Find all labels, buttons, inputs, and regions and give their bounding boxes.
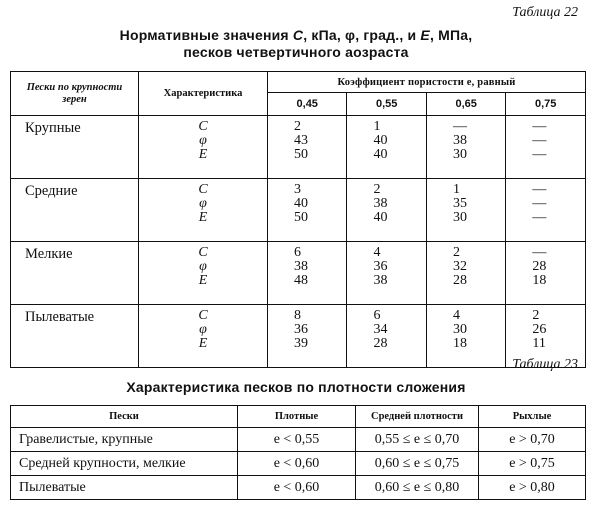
value-cell	[268, 116, 347, 179]
table-22-title-line2: песков четвертичного аозраста	[183, 44, 409, 60]
density-range-cell: е > 0,70	[479, 428, 586, 452]
value-line: —	[532, 245, 547, 260]
characteristic-symbol: C	[198, 119, 208, 134]
table-23-header-loose: Рыхлые	[479, 406, 586, 428]
characteristic-cell	[139, 116, 268, 179]
table-22-title-mid: , кПа, φ, град., и	[303, 27, 421, 43]
table-22-col-header: 0,45	[268, 93, 347, 116]
value-line: 40	[294, 196, 308, 211]
value-line: 18	[532, 273, 547, 288]
value-line: —	[452, 119, 467, 134]
table-22-title-c: C	[292, 27, 304, 43]
value-cell	[426, 116, 505, 179]
value-line: 28	[373, 336, 388, 351]
table-22-title-prefix: Нормативные значения	[119, 27, 293, 43]
value-cell	[426, 179, 505, 242]
value-cell	[506, 116, 586, 179]
characteristic-cell	[139, 305, 268, 368]
table-22-header-characteristic: Характеристика	[139, 72, 268, 116]
value-line: 28	[532, 259, 547, 274]
table-22-header-ratio: Коэффициент пористости е, равный	[268, 72, 586, 93]
table-row	[11, 476, 586, 500]
sand-type-cell: Крупные	[11, 116, 139, 179]
value-cell	[506, 242, 586, 305]
value-line: 6	[373, 308, 381, 323]
value-line: 1	[373, 119, 381, 134]
table-23	[10, 405, 586, 500]
table-22-col-header: 0,55	[347, 93, 426, 116]
value-line: 2	[532, 308, 540, 323]
table-row	[11, 428, 586, 452]
value-line: —	[532, 196, 547, 211]
value-line: 35	[452, 196, 467, 211]
table-row	[11, 305, 586, 368]
value-line: 39	[294, 336, 308, 351]
value-cell	[347, 242, 426, 305]
value-line: 38	[373, 273, 388, 288]
value-line: 40	[373, 210, 388, 225]
value-line: 50	[294, 210, 308, 225]
value-line: 36	[294, 322, 308, 337]
value-line: —	[532, 133, 547, 148]
table-22-title	[0, 27, 592, 61]
value-line: 28	[452, 273, 467, 288]
characteristic-symbol: C	[198, 182, 208, 197]
table-22-col-header: 0,65	[426, 93, 505, 116]
value-cell	[347, 179, 426, 242]
characteristic-symbol: C	[198, 308, 208, 323]
characteristic-cell	[139, 179, 268, 242]
value-line: 8	[294, 308, 301, 323]
value-line: 26	[532, 322, 547, 337]
value-line: 30	[452, 322, 467, 337]
sand-type-cell: Пылеватые	[11, 476, 238, 500]
characteristic-symbol: φ	[199, 322, 207, 337]
value-line: 30	[452, 210, 467, 225]
characteristic-symbol: φ	[199, 133, 207, 148]
table-22-col-header: 0,75	[506, 93, 586, 116]
value-cell	[268, 242, 347, 305]
value-cell	[268, 179, 347, 242]
sand-type-cell: Средней крупности, мелкие	[11, 452, 238, 476]
value-line: 43	[294, 133, 308, 148]
density-range-cell: е < 0,60	[238, 452, 356, 476]
value-line: 40	[373, 133, 388, 148]
value-cell	[426, 305, 505, 368]
value-line: —	[532, 182, 547, 197]
table-22-title-e: E	[420, 27, 430, 43]
value-line: 36	[373, 259, 388, 274]
table-23-header-sand: Пески	[11, 406, 238, 428]
table-23-header-dense: Плотные	[238, 406, 356, 428]
table-23-label: Таблица 23	[512, 357, 578, 372]
density-range-cell: е > 0,75	[479, 452, 586, 476]
sand-type-cell: Гравелистые, крупные	[11, 428, 238, 452]
value-cell	[268, 305, 347, 368]
value-cell	[347, 305, 426, 368]
characteristic-symbol: E	[198, 273, 208, 288]
table-row	[11, 452, 586, 476]
value-line: 2	[373, 182, 381, 197]
value-line: 4	[373, 245, 381, 260]
value-line: 30	[452, 147, 467, 162]
value-line: 2	[452, 245, 460, 260]
characteristic-symbol: C	[198, 245, 208, 260]
characteristic-symbol: E	[198, 147, 208, 162]
value-line: 4	[452, 308, 460, 323]
value-line: 38	[452, 133, 467, 148]
value-cell	[347, 116, 426, 179]
sand-type-cell: Средние	[11, 179, 139, 242]
density-range-cell: е < 0,60	[238, 476, 356, 500]
table-22-label: Таблица 22	[512, 5, 578, 20]
value-line: —	[532, 210, 547, 225]
value-line: 50	[294, 147, 308, 162]
table-row	[11, 116, 586, 179]
value-line: 32	[452, 259, 467, 274]
table-22	[10, 71, 586, 368]
table-22-header-sand: Пески по крупности зерен	[11, 72, 139, 116]
table-23-header-medium: Средней плотности	[356, 406, 479, 428]
value-line: —	[532, 119, 547, 134]
value-line: 34	[373, 322, 388, 337]
sand-type-cell: Мелкие	[11, 242, 139, 305]
value-line: 2	[294, 119, 301, 134]
value-line: 38	[373, 196, 388, 211]
characteristic-symbol: φ	[199, 259, 207, 274]
value-line: 38	[294, 259, 308, 274]
characteristic-symbol: E	[198, 210, 208, 225]
table-23-title: Характеристика песков по плотности сложения	[126, 379, 466, 395]
table-22-title-suffix: , МПа,	[429, 27, 473, 43]
value-line: 6	[294, 245, 301, 260]
value-cell	[506, 179, 586, 242]
table-row	[11, 179, 586, 242]
value-line: 11	[532, 336, 546, 351]
density-range-cell: е > 0,80	[479, 476, 586, 500]
sand-type-cell: Пылеватые	[11, 305, 139, 368]
density-range-cell: 0,60 ≤ е ≤ 0,75	[356, 452, 479, 476]
value-line: 3	[294, 182, 301, 197]
density-range-cell: 0,55 ≤ е ≤ 0,70	[356, 428, 479, 452]
density-range-cell: 0,60 ≤ е ≤ 0,80	[356, 476, 479, 500]
density-range-cell: е < 0,55	[238, 428, 356, 452]
value-line: 18	[452, 336, 467, 351]
value-line: —	[532, 147, 547, 162]
value-cell	[426, 242, 505, 305]
value-line: 48	[294, 273, 308, 288]
characteristic-symbol: E	[198, 336, 208, 351]
characteristic-symbol: φ	[199, 196, 207, 211]
value-line: 40	[373, 147, 388, 162]
table-row	[11, 242, 586, 305]
characteristic-cell	[139, 242, 268, 305]
value-line: 1	[452, 182, 460, 197]
